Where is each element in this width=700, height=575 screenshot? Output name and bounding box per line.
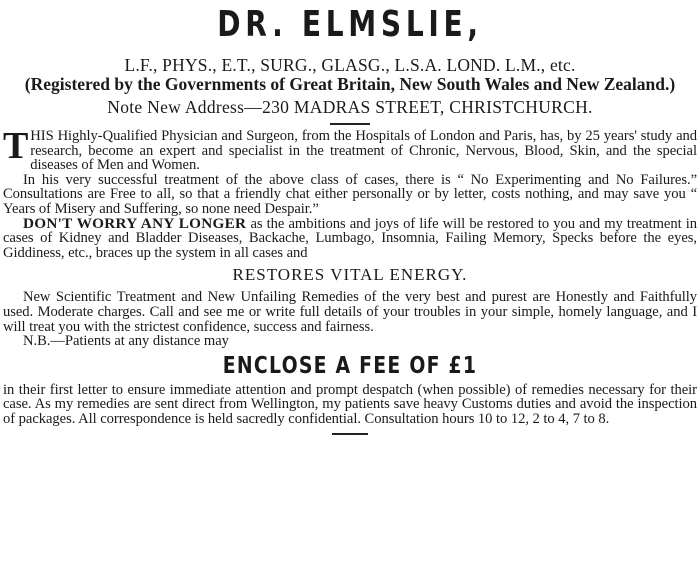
qualifications-line: L.F., PHYS., E.T., SURG., GLASG., L.S.A. LOND. L.M., etc.: [124, 55, 576, 75]
nb-paragraph: N.B.—Patients at any distance may: [23, 333, 229, 350]
intro-paragraph: THIS Highly-Qualified Physician and Surgeon, from the Hospitals of London and Paris, has, by 25 years' study and research, become an expert and specialist in the treatment of Chronic, Nervous, Blood, Skin, and the special diseases of Men and Women.: [3, 125, 697, 174]
bottom-rule: [332, 433, 368, 435]
scientific-paragraph: New Scientific Treatment and New Unfailing Remedies of the very best and purest are Honestly and Faithfully used. Moderate charges. Call and see me or write full details of your troubles in your simple, homely language, and I will treat you with the strictest confidence, success and fairness.: [3, 289, 697, 335]
fee-heading: ENCLOSE A FEE OF £1: [222, 352, 478, 379]
vital-energy-heading: RESTORES VITAL ENERGY.: [232, 265, 468, 285]
worry-body-text: as the ambitions and joys of life will be restored to you and my treatment in cases of Kidney and Bladder Diseases, Backache, Lumbago, Insomnia, Failing Memory, Specks before the eyes, Giddiness, etc., braces up the system in all cases and: [3, 215, 697, 261]
advert-body: [3, 125, 697, 427]
address-line: Note New Address—230 MADRAS STREET, CHRISTCHURCH.: [107, 97, 593, 117]
divider-rule: [330, 123, 370, 125]
registration-note: (Registered by the Governments of Great Britain, New South Wales and New Zealand.): [24, 74, 676, 94]
worry-lead-text: DON'T WORRY ANY LONGER: [23, 214, 247, 232]
closing-paragraph: in their first letter to ensure immediate attention and prompt despatch (when possible) of remedies necessary for their case. As my remedies are sent direct from Wellington, my patients save heavy Customs duties and avoid the inspection of packages. All correspondence is held sacredly confidential. Consultation hours 10 to 12, 2 to 4, 7 to 8.: [3, 381, 697, 427]
worry-paragraph: [3, 214, 697, 261]
success-paragraph: In his very successful treatment of the above class of cases, there is “ No Experimenting and No Failures.” Consultations are Free to all, so that a friendly chat either personally or by letter, costs nothing, and may save you “ Years of Misery and Suffering, so none need Despair.”: [3, 171, 697, 217]
headline: DR. ELMSLIE,: [217, 4, 483, 45]
